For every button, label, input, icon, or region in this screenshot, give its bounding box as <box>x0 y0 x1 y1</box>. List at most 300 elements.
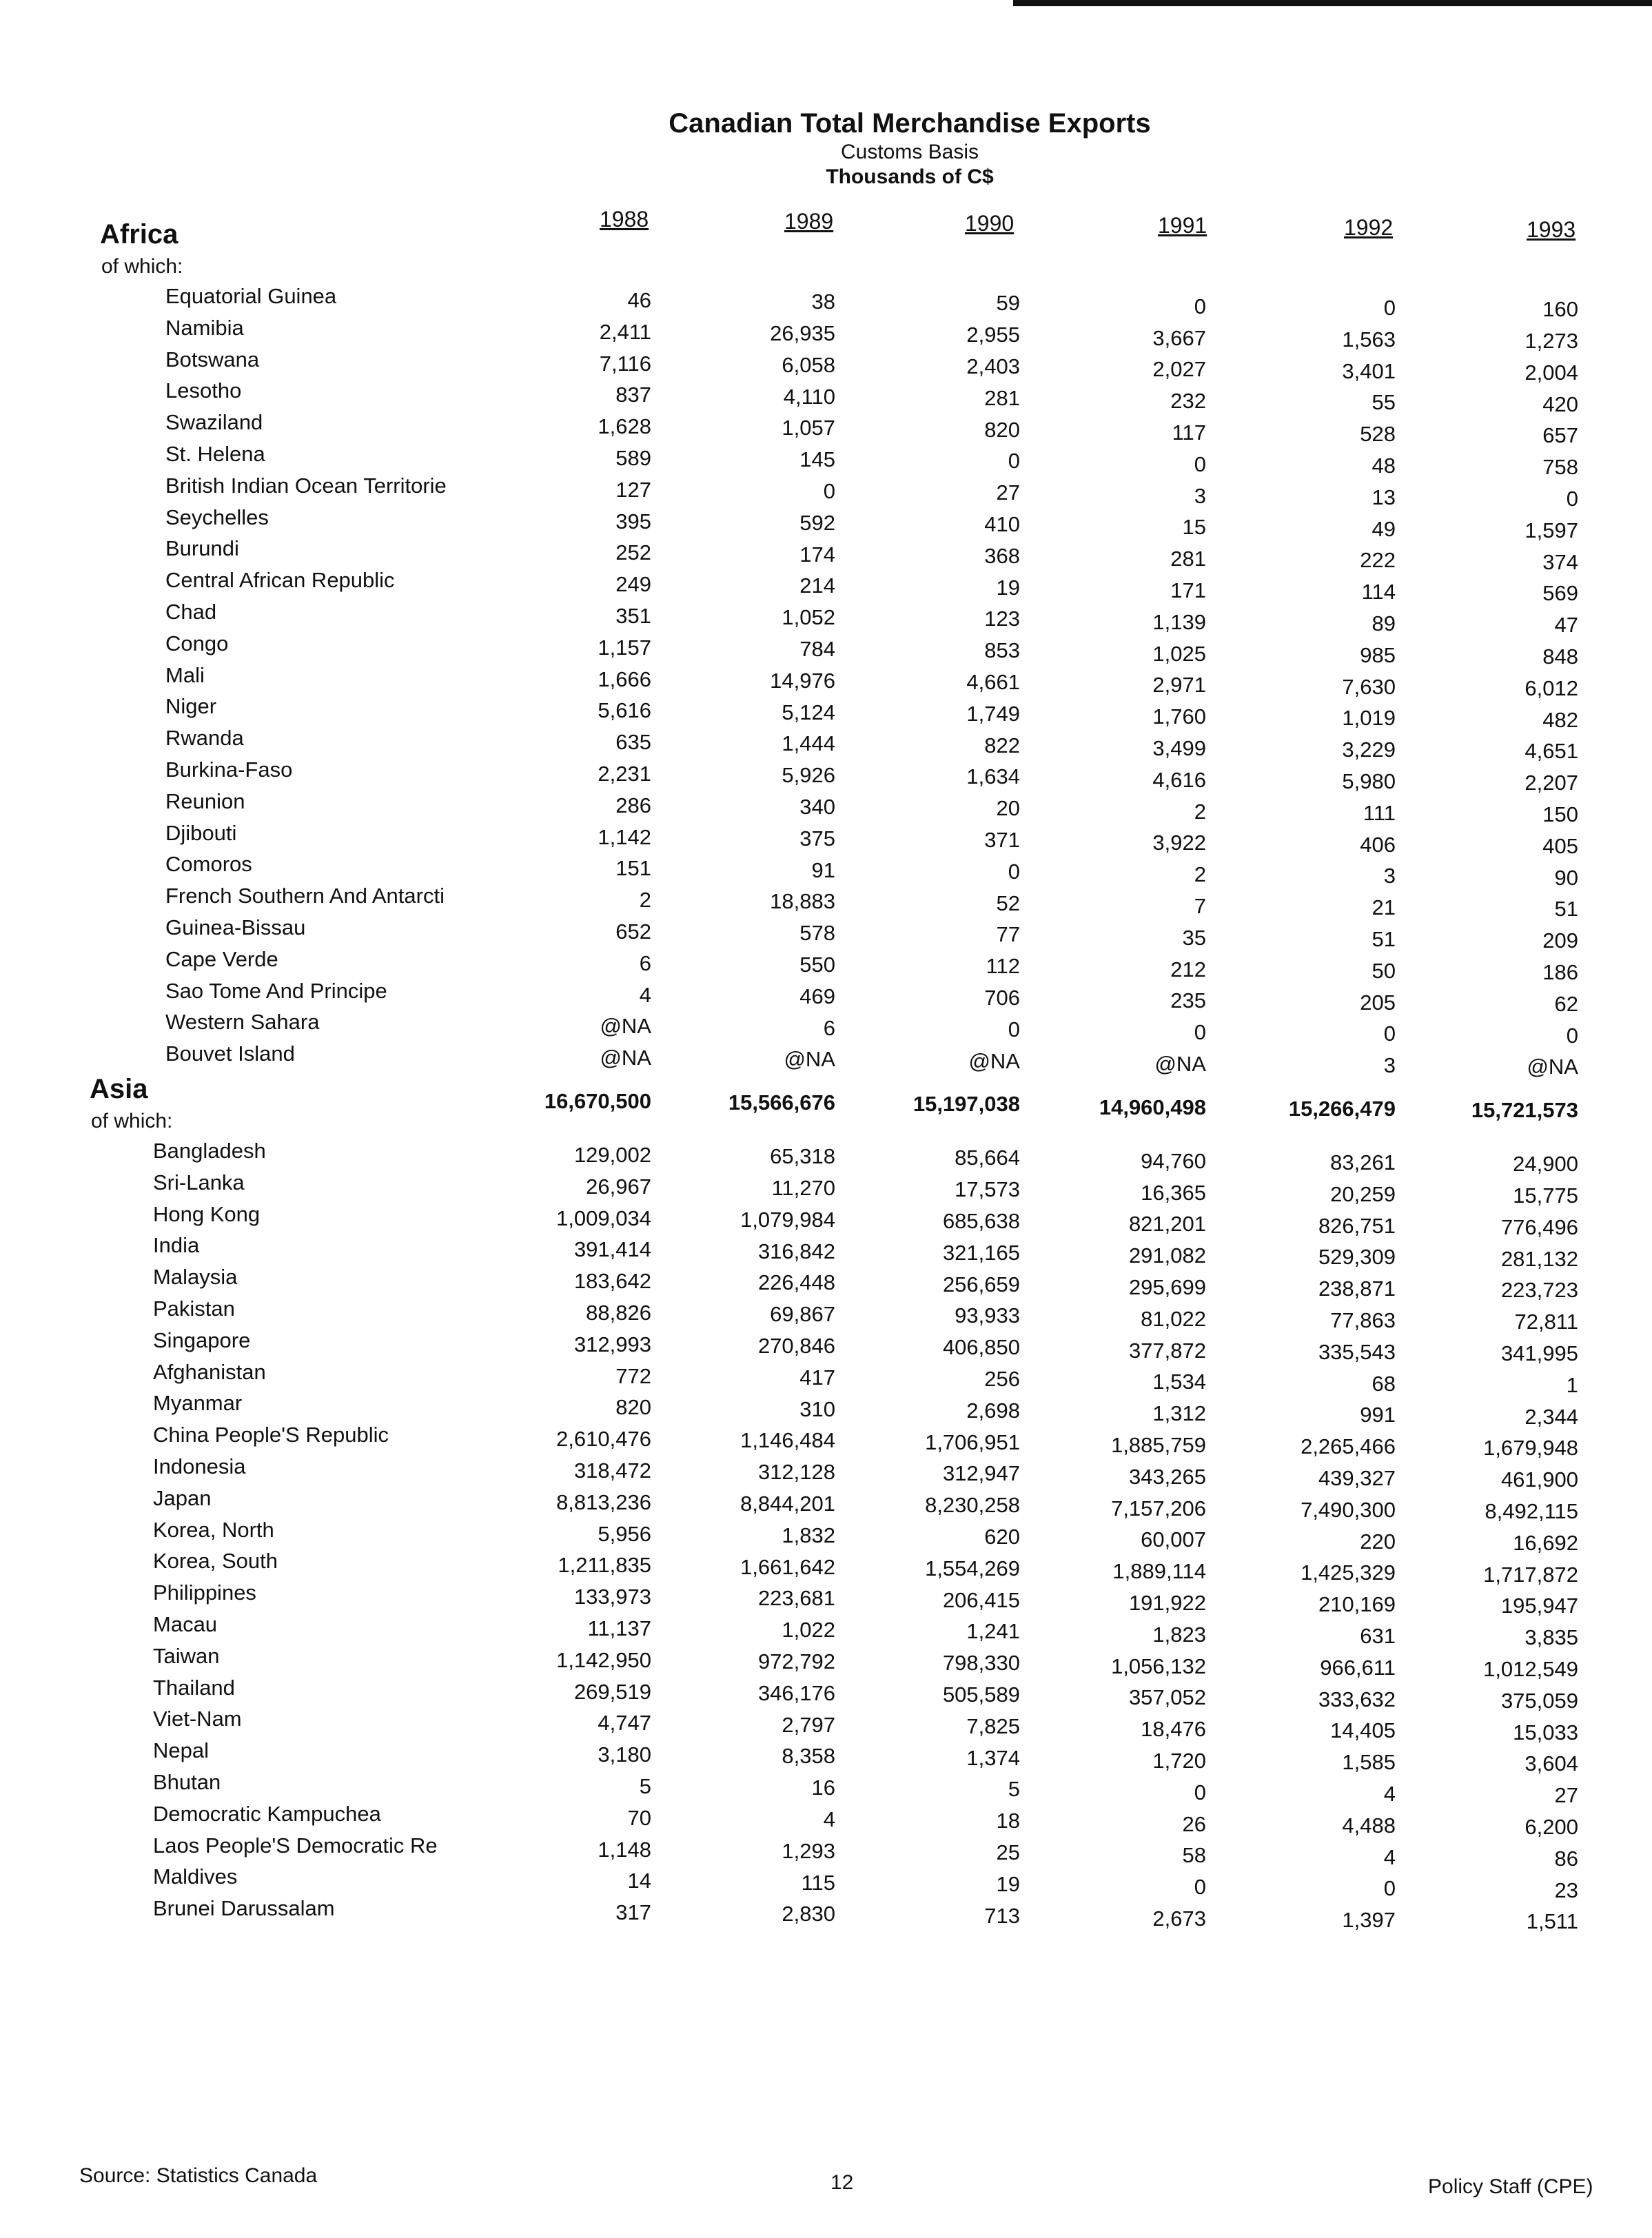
country-name: Comoros <box>165 852 252 877</box>
value-cell: 7,825 <box>966 1713 1020 1738</box>
country-name: Lesotho <box>165 378 242 403</box>
value-cell: 5,124 <box>782 700 835 724</box>
country-name: Singapore <box>153 1327 251 1352</box>
value-cell: 195,947 <box>1500 1594 1578 1618</box>
value-cell: 1,679,948 <box>1483 1436 1578 1461</box>
value-cell: 0 <box>823 479 835 503</box>
value-cell: 1,012,549 <box>1483 1657 1578 1681</box>
value-cell: 5,956 <box>598 1521 651 1546</box>
value-cell: 4,110 <box>783 384 835 409</box>
value-cell: 26,967 <box>586 1174 651 1199</box>
value-cell: 312,993 <box>573 1332 651 1356</box>
value-cell: 1,717,872 <box>1483 1562 1578 1587</box>
value-cell: 151 <box>615 856 651 881</box>
value-cell: 68 <box>1371 1371 1396 1396</box>
value-cell: 38 <box>811 289 835 314</box>
country-name: Chad <box>165 600 217 624</box>
value-cell: 1,312 <box>1152 1401 1206 1426</box>
value-cell: 406,850 <box>942 1335 1020 1360</box>
value-cell: 1,760 <box>1152 704 1206 729</box>
value-cell: 186 <box>1542 960 1578 984</box>
value-cell: 0 <box>1383 296 1396 320</box>
value-cell: 14 <box>627 1869 651 1893</box>
value-cell: 127 <box>615 477 651 502</box>
page-number: 12 <box>830 2171 854 2194</box>
value-cell: 11,270 <box>771 1176 835 1200</box>
value-cell: 550 <box>799 953 835 977</box>
of-which-label: of which: <box>91 1110 173 1132</box>
value-cell: 333,632 <box>1318 1687 1396 1711</box>
value-cell: 8,844,201 <box>740 1492 835 1516</box>
value-cell: 8,813,236 <box>556 1489 651 1514</box>
value-cell: 91 <box>811 857 835 882</box>
value-cell: 281,132 <box>1500 1246 1578 1271</box>
value-cell: 238,871 <box>1318 1276 1396 1301</box>
value-cell: 59 <box>996 291 1020 316</box>
value-cell: 281 <box>984 385 1020 410</box>
value-cell: 589 <box>615 446 651 470</box>
value-cell: 657 <box>1542 423 1578 448</box>
value-cell: 820 <box>984 417 1020 442</box>
value-cell: 1,009,034 <box>556 1206 651 1230</box>
country-name: Brunei Darussalam <box>153 1896 335 1921</box>
value-cell: 21 <box>1371 895 1396 920</box>
value-cell: 256,659 <box>942 1272 1020 1296</box>
value-cell: 1,563 <box>1342 327 1396 352</box>
value-cell: 406 <box>1360 832 1396 857</box>
country-name: Cape Verde <box>165 946 278 971</box>
value-cell: @NA <box>968 1048 1020 1073</box>
value-cell: 51 <box>1371 927 1396 951</box>
value-cell: 133,973 <box>573 1585 651 1609</box>
value-cell: 11,137 <box>587 1616 651 1640</box>
value-cell: 4 <box>639 982 651 1007</box>
value-cell: 17,573 <box>955 1177 1020 1202</box>
value-cell: 822 <box>984 733 1020 757</box>
value-cell: 2,830 <box>782 1902 835 1926</box>
country-name: Malaysia <box>153 1265 238 1290</box>
value-cell: 249 <box>615 572 651 597</box>
value-cell: 1,554,269 <box>925 1556 1020 1580</box>
value-cell: 88,826 <box>586 1301 651 1325</box>
source-note: Source: Statistics Canada <box>79 2164 318 2187</box>
value-cell: 25 <box>996 1840 1020 1864</box>
value-cell: 652 <box>615 919 651 944</box>
country-name: Hong Kong <box>153 1201 261 1226</box>
value-cell: 51 <box>1554 897 1578 922</box>
country-name: Equatorial Guinea <box>165 284 337 308</box>
value-cell: 65,318 <box>770 1144 835 1169</box>
value-cell: 461,900 <box>1500 1467 1578 1492</box>
value-cell: 52 <box>996 891 1020 915</box>
value-cell: 706 <box>984 986 1020 1010</box>
value-cell: 848 <box>1542 644 1578 669</box>
value-cell: 1,666 <box>598 667 651 691</box>
value-cell: 150 <box>1542 802 1578 826</box>
value-cell: 214 <box>799 573 835 598</box>
office-label: Policy Staff (CPE) <box>1428 2175 1593 2198</box>
country-name: Djibouti <box>165 820 237 845</box>
country-name: Maldives <box>153 1864 238 1889</box>
value-cell: 7,630 <box>1342 674 1396 699</box>
value-cell: 1,211,835 <box>558 1553 651 1578</box>
value-cell: 758 <box>1542 455 1578 480</box>
value-cell: 252 <box>615 540 651 565</box>
value-cell: 60,007 <box>1141 1527 1206 1552</box>
country-name: Namibia <box>165 315 244 340</box>
value-cell: 1,022 <box>782 1618 835 1642</box>
value-cell: 16,365 <box>1141 1180 1206 1205</box>
country-name: Bouvet Island <box>165 1041 295 1066</box>
value-cell: 0 <box>1194 1020 1206 1045</box>
value-cell: @NA <box>600 1046 651 1070</box>
value-cell: 1,025 <box>1152 641 1206 666</box>
value-cell: 318,472 <box>573 1458 651 1483</box>
region-total-cell: 16,670,500 <box>544 1089 651 1113</box>
country-name: Reunion <box>165 789 245 813</box>
country-name: Mali <box>165 662 205 687</box>
value-cell: 222 <box>1360 548 1396 573</box>
value-cell: 5,616 <box>598 698 651 723</box>
value-cell: 58 <box>1182 1843 1206 1868</box>
value-cell: 8,358 <box>782 1744 835 1769</box>
value-cell: 4,747 <box>598 1711 651 1736</box>
region-heading-asia: Asia <box>90 1074 148 1104</box>
value-cell: 114 <box>1361 580 1396 604</box>
value-cell: 0 <box>1566 487 1578 511</box>
value-cell: 2,698 <box>966 1398 1020 1423</box>
value-cell: 281 <box>1170 547 1206 571</box>
value-cell: 23 <box>1554 1878 1578 1902</box>
country-name: India <box>153 1233 200 1258</box>
value-cell: 0 <box>1566 1023 1578 1048</box>
value-cell: 1,142 <box>598 824 651 849</box>
value-cell: 1,146,484 <box>740 1428 835 1453</box>
country-name: Viet-Nam <box>153 1707 242 1731</box>
value-cell: 18,883 <box>770 889 835 914</box>
value-cell: 2,955 <box>966 323 1020 347</box>
value-cell: 1,142,950 <box>556 1647 651 1672</box>
value-cell: 371 <box>984 828 1020 852</box>
value-cell: 232 <box>1170 389 1206 414</box>
value-cell: 439,327 <box>1318 1466 1396 1490</box>
country-name: Thailand <box>153 1675 235 1700</box>
value-cell: 2,027 <box>1152 357 1206 382</box>
value-cell: 83,261 <box>1330 1150 1396 1174</box>
value-cell: 317 <box>615 1900 651 1925</box>
value-cell: 212 <box>1170 957 1206 981</box>
country-name: Western Sahara <box>165 1010 320 1035</box>
value-cell: 93,933 <box>955 1303 1020 1328</box>
value-cell: 713 <box>984 1903 1020 1928</box>
value-cell: 20 <box>996 796 1020 821</box>
value-cell: 26 <box>1182 1811 1206 1836</box>
value-cell: 351 <box>615 604 651 628</box>
value-cell: 374 <box>1542 549 1578 574</box>
value-cell: 375 <box>799 826 835 851</box>
value-cell: 6 <box>639 950 651 975</box>
value-cell: 20,259 <box>1330 1181 1396 1206</box>
value-cell: 2,231 <box>598 762 651 786</box>
region-total-cell: 15,197,038 <box>912 1092 1020 1117</box>
value-cell: 5,980 <box>1342 769 1396 793</box>
value-cell: 209 <box>1542 928 1578 953</box>
country-name: Myanmar <box>153 1391 243 1416</box>
value-cell: 569 <box>1542 581 1578 606</box>
value-cell: 15,775 <box>1513 1183 1578 1208</box>
value-cell: 631 <box>1360 1624 1396 1648</box>
value-cell: 1,425,329 <box>1301 1560 1396 1585</box>
country-name: Indonesia <box>153 1454 246 1478</box>
value-cell: 1,511 <box>1526 1909 1578 1934</box>
value-cell: 1,148 <box>598 1837 651 1862</box>
value-cell: 27 <box>1554 1783 1578 1808</box>
value-cell: 226,448 <box>757 1270 835 1295</box>
value-cell: 3,180 <box>598 1742 651 1767</box>
value-cell: 1,889,114 <box>1112 1559 1206 1584</box>
country-name: Korea, North <box>153 1517 274 1542</box>
value-cell: 111 <box>1363 800 1396 825</box>
value-cell: 776,496 <box>1500 1214 1578 1239</box>
region-total-cell: 15,266,479 <box>1288 1097 1396 1121</box>
year-header-1992: 1992 <box>1344 215 1394 240</box>
value-cell: 16,692 <box>1513 1530 1578 1555</box>
country-name: Swaziland <box>165 410 263 435</box>
value-cell: @NA <box>784 1047 835 1072</box>
value-cell: 529,309 <box>1318 1245 1396 1270</box>
value-cell: 1,241 <box>966 1619 1020 1644</box>
value-cell: 417 <box>799 1365 835 1390</box>
value-cell: 1,534 <box>1152 1370 1206 1394</box>
value-cell: 405 <box>1542 833 1578 858</box>
value-cell: 985 <box>1360 642 1396 667</box>
country-name: Afghanistan <box>153 1359 266 1384</box>
of-which-label: of which: <box>101 255 183 278</box>
value-cell: 49 <box>1371 516 1396 541</box>
value-cell: 335,543 <box>1318 1339 1396 1364</box>
country-name: Nepal <box>153 1738 209 1763</box>
value-cell: 0 <box>1194 1780 1206 1804</box>
value-cell: 86 <box>1554 1846 1578 1871</box>
value-cell: 8,492,115 <box>1485 1499 1578 1523</box>
value-cell: 346,176 <box>757 1680 835 1705</box>
value-cell: 223,681 <box>757 1586 835 1611</box>
value-cell: 635 <box>615 730 651 755</box>
top-rule <box>1013 0 1652 6</box>
value-cell: 15 <box>1182 515 1206 540</box>
value-cell: 1,823 <box>1152 1622 1206 1647</box>
country-name: Sao Tome And Principe <box>165 978 387 1003</box>
value-cell: 26,935 <box>770 321 835 345</box>
value-cell: 1,019 <box>1342 706 1396 731</box>
region-total-cell: 15,566,676 <box>728 1090 835 1115</box>
value-cell: 826,751 <box>1318 1213 1396 1238</box>
country-name: Macau <box>153 1612 218 1636</box>
value-cell: 19 <box>996 575 1020 600</box>
value-cell: 183,642 <box>573 1269 651 1294</box>
value-cell: 4 <box>1383 1782 1396 1806</box>
value-cell: 377,872 <box>1128 1338 1206 1363</box>
value-cell: 1,661,642 <box>740 1554 835 1579</box>
country-name: Pakistan <box>153 1296 235 1321</box>
value-cell: 206,415 <box>942 1587 1020 1612</box>
country-name: St. Helena <box>165 442 265 466</box>
value-cell: 1,057 <box>782 416 835 440</box>
value-cell: 6 <box>823 1015 835 1040</box>
value-cell: 821,201 <box>1128 1212 1206 1237</box>
value-cell: 115 <box>801 1870 835 1895</box>
value-cell: 19 <box>996 1871 1020 1896</box>
value-cell: 160 <box>1542 297 1578 322</box>
value-cell: 316,842 <box>757 1239 835 1263</box>
country-name: Congo <box>165 631 229 655</box>
value-cell: 3,922 <box>1152 831 1206 855</box>
value-cell: 1,293 <box>782 1838 835 1863</box>
value-cell: 85,664 <box>955 1146 1020 1170</box>
value-cell: 0 <box>1008 1017 1020 1041</box>
value-cell: 235 <box>1170 988 1206 1013</box>
region-total-cell: 14,960,498 <box>1099 1095 1206 1119</box>
country-name: Guinea-Bissau <box>165 915 306 939</box>
value-cell: 7,116 <box>599 351 651 376</box>
value-cell: 174 <box>799 542 835 567</box>
value-cell: 62 <box>1554 991 1578 1016</box>
country-name: Sri-Lanka <box>153 1170 245 1194</box>
value-cell: @NA <box>1154 1052 1206 1076</box>
value-cell: 1,706,951 <box>925 1430 1020 1454</box>
value-cell: 94,760 <box>1141 1148 1206 1173</box>
value-cell: 3,604 <box>1524 1751 1578 1776</box>
value-cell: 7,157,206 <box>1111 1496 1206 1520</box>
value-cell: 5 <box>639 1774 651 1798</box>
value-cell: 90 <box>1554 865 1578 890</box>
value-cell: 991 <box>1360 1403 1396 1427</box>
value-cell: 966,611 <box>1320 1655 1396 1680</box>
year-header-1991: 1991 <box>1158 213 1207 238</box>
value-cell: 77 <box>996 922 1020 947</box>
value-cell: 1,157 <box>598 635 651 660</box>
value-cell: 1,749 <box>966 701 1020 726</box>
value-cell: 469 <box>799 984 835 1008</box>
value-cell: 853 <box>984 638 1020 663</box>
value-cell: 89 <box>1371 611 1396 635</box>
value-cell: 4,651 <box>1524 739 1578 764</box>
value-cell: @NA <box>600 1014 651 1039</box>
value-cell: 5 <box>1008 1777 1020 1802</box>
year-header-1989: 1989 <box>784 209 834 234</box>
value-cell: 820 <box>615 1395 651 1420</box>
value-cell: 340 <box>799 795 835 819</box>
country-name: China People'S Republic <box>153 1423 389 1447</box>
country-name: Central African Republic <box>165 568 395 593</box>
value-cell: 1,139 <box>1152 609 1206 634</box>
value-cell: 0 <box>1194 294 1206 318</box>
value-cell: 1 <box>1566 1372 1578 1397</box>
value-cell: 14,405 <box>1330 1718 1396 1743</box>
value-cell: 4 <box>823 1807 835 1831</box>
value-cell: 357,052 <box>1128 1685 1206 1710</box>
value-cell: 223,723 <box>1500 1278 1578 1303</box>
value-cell: 77,863 <box>1330 1308 1396 1332</box>
value-cell: 972,792 <box>757 1649 835 1674</box>
value-cell: 395 <box>615 509 651 533</box>
value-cell: 0 <box>1008 449 1020 474</box>
value-cell: 72,811 <box>1514 1310 1578 1334</box>
value-cell: 772 <box>615 1363 651 1388</box>
value-cell: 2,265,466 <box>1301 1434 1396 1459</box>
value-cell: 270,846 <box>757 1334 835 1358</box>
value-cell: 592 <box>799 510 835 535</box>
header-block <box>0 107 1652 190</box>
value-cell: 2,797 <box>782 1712 835 1737</box>
country-name: Laos People'S Democratic Re <box>153 1833 438 1858</box>
value-cell: 112 <box>986 954 1020 979</box>
value-cell: 343,265 <box>1128 1464 1206 1489</box>
value-cell: 191,922 <box>1128 1591 1206 1615</box>
value-cell: 286 <box>615 793 651 817</box>
value-cell: 7 <box>1194 894 1206 918</box>
value-cell: 1,628 <box>598 414 651 439</box>
value-cell: 1,273 <box>1524 329 1578 353</box>
country-name: Botswana <box>165 347 260 372</box>
value-cell: 837 <box>615 383 651 407</box>
value-cell: 0 <box>1008 859 1020 884</box>
country-name: Niger <box>165 694 217 719</box>
country-name: Japan <box>153 1485 212 1510</box>
value-cell: 16 <box>811 1776 835 1800</box>
value-cell: 269,519 <box>573 1679 651 1704</box>
country-name: Rwanda <box>165 726 244 751</box>
units-label: Thousands of C$ <box>826 165 994 188</box>
value-cell: 685,638 <box>942 1209 1020 1233</box>
value-cell: 70 <box>627 1805 651 1830</box>
value-cell: 505,589 <box>942 1682 1020 1707</box>
value-cell: 2,673 <box>1152 1906 1206 1931</box>
value-cell: 341,995 <box>1500 1341 1578 1365</box>
value-cell: 210,169 <box>1318 1592 1396 1617</box>
value-cell: 18 <box>996 1809 1020 1833</box>
value-cell: 14,976 <box>770 668 835 693</box>
value-cell: 1,444 <box>782 731 835 756</box>
value-cell: 4,661 <box>966 670 1020 694</box>
value-cell: 2,971 <box>1152 673 1206 698</box>
value-cell: 123 <box>984 607 1020 631</box>
value-cell: 1,832 <box>782 1523 835 1547</box>
country-name: Bangladesh <box>153 1139 266 1163</box>
value-cell: 220 <box>1360 1529 1396 1554</box>
year-header-1988: 1988 <box>600 207 649 232</box>
value-cell: 0 <box>1194 451 1206 476</box>
value-cell: 13 <box>1371 485 1396 509</box>
value-cell: 35 <box>1182 925 1206 950</box>
value-cell: 27 <box>996 480 1020 505</box>
value-cell: 1,597 <box>1524 518 1578 542</box>
value-cell: 528 <box>1360 422 1396 447</box>
region-heading-africa: Africa <box>100 219 179 250</box>
value-cell: 0 <box>1383 1021 1396 1046</box>
value-cell: 312,947 <box>942 1461 1020 1486</box>
value-cell: 46 <box>627 288 651 312</box>
value-cell: 291,082 <box>1128 1243 1206 1268</box>
country-name: Korea, South <box>153 1549 278 1574</box>
value-cell: 129,002 <box>573 1143 651 1167</box>
value-cell: 47 <box>1554 613 1578 638</box>
value-cell: 784 <box>799 637 835 661</box>
value-cell: 6,058 <box>782 352 835 377</box>
country-name: Taiwan <box>153 1643 220 1668</box>
value-cell: 1,374 <box>966 1745 1020 1770</box>
value-cell: 171 <box>1170 578 1206 602</box>
